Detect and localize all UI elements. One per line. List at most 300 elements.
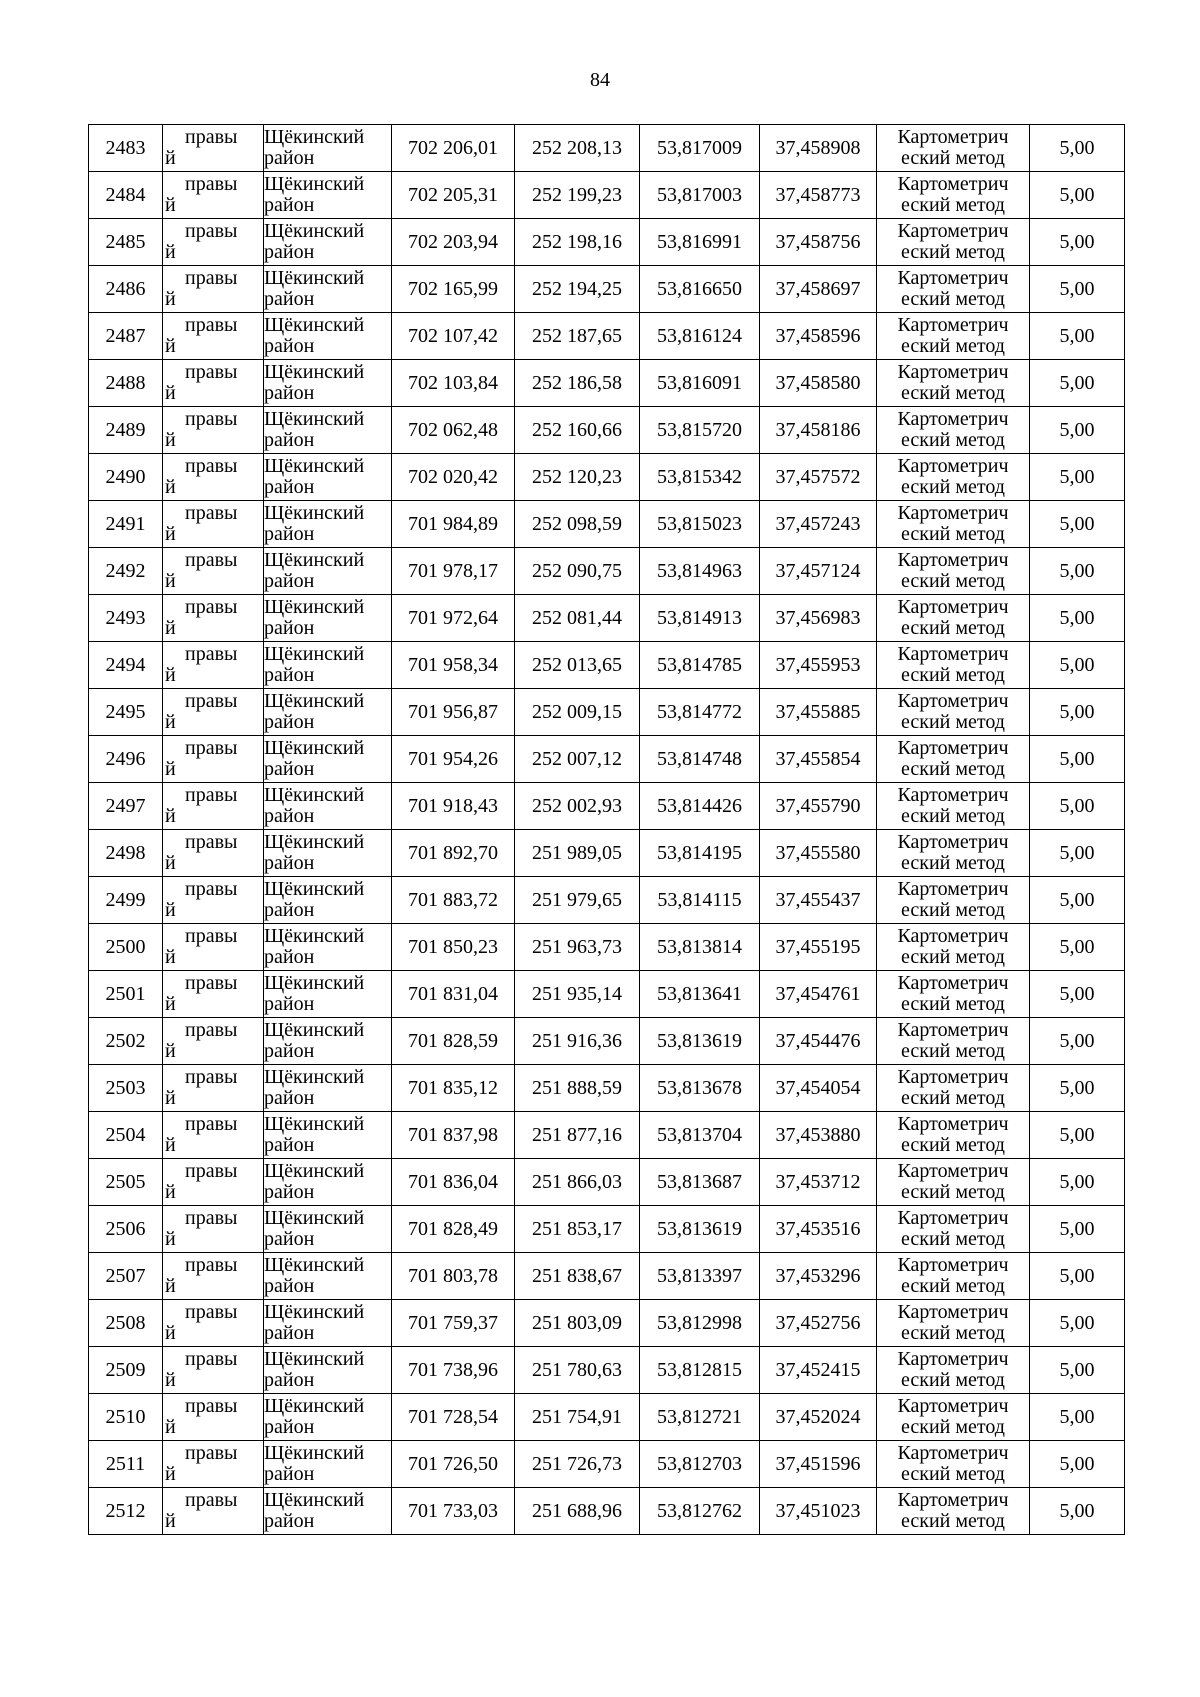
method bbox=[877, 924, 1030, 971]
table-body bbox=[89, 125, 1125, 1535]
table-row bbox=[89, 971, 1125, 1018]
method-part: Картометрич bbox=[897, 596, 1009, 618]
table-row bbox=[89, 219, 1125, 266]
bank-side bbox=[163, 971, 264, 1018]
latitude: 53,813678 bbox=[640, 1065, 760, 1112]
accuracy-value: 5,00 bbox=[1030, 783, 1125, 830]
accuracy-value: 5,00 bbox=[1030, 830, 1125, 877]
table-row bbox=[89, 1112, 1125, 1159]
bank-side bbox=[163, 1441, 264, 1488]
coordinate-y: 251 838,67 bbox=[515, 1253, 640, 1300]
bank-side-part: правы bbox=[185, 643, 238, 665]
district-part: Щёкинский bbox=[264, 1301, 365, 1323]
bank-side-part: й bbox=[165, 1087, 176, 1109]
district-part: район bbox=[264, 382, 315, 404]
coordinate-x: 702 203,94 bbox=[392, 219, 515, 266]
table-row bbox=[89, 1206, 1125, 1253]
accuracy-value: 5,00 bbox=[1030, 1065, 1125, 1112]
coordinate-y: 252 208,13 bbox=[515, 125, 640, 172]
method-part: еский метод bbox=[901, 241, 1005, 263]
coordinate-y: 252 007,12 bbox=[515, 736, 640, 783]
method bbox=[877, 1018, 1030, 1065]
method-part: Картометрич bbox=[897, 878, 1009, 900]
latitude: 53,813619 bbox=[640, 1206, 760, 1253]
method-part: Картометрич bbox=[897, 408, 1009, 430]
latitude: 53,813687 bbox=[640, 1159, 760, 1206]
coordinate-y: 252 090,75 bbox=[515, 548, 640, 595]
table-row bbox=[89, 783, 1125, 830]
table-row bbox=[89, 1065, 1125, 1112]
coordinate-y: 251 866,03 bbox=[515, 1159, 640, 1206]
bank-side-part: й bbox=[165, 1275, 176, 1297]
district bbox=[264, 689, 392, 736]
bank-side-part: й bbox=[165, 288, 176, 310]
district-part: Щёкинский bbox=[264, 549, 365, 571]
table-row bbox=[89, 1347, 1125, 1394]
latitude: 53,812815 bbox=[640, 1347, 760, 1394]
bank-side bbox=[163, 266, 264, 313]
district-part: район bbox=[264, 617, 315, 639]
point-number: 2497 bbox=[89, 783, 163, 830]
method-part: еский метод bbox=[901, 1275, 1005, 1297]
latitude: 53,814426 bbox=[640, 783, 760, 830]
district bbox=[264, 219, 392, 266]
latitude: 53,813397 bbox=[640, 1253, 760, 1300]
method bbox=[877, 313, 1030, 360]
accuracy-value: 5,00 bbox=[1030, 501, 1125, 548]
coordinate-x: 701 835,12 bbox=[392, 1065, 515, 1112]
coordinate-y: 252 002,93 bbox=[515, 783, 640, 830]
district bbox=[264, 1065, 392, 1112]
table-row bbox=[89, 172, 1125, 219]
bank-side-part: правы bbox=[185, 549, 238, 571]
district-part: Щёкинский bbox=[264, 1113, 365, 1135]
method-part: еский метод bbox=[901, 1510, 1005, 1532]
bank-side-part: й bbox=[165, 993, 176, 1015]
point-number: 2494 bbox=[89, 642, 163, 689]
longitude: 37,455195 bbox=[760, 924, 877, 971]
method bbox=[877, 125, 1030, 172]
bank-side-part: й bbox=[165, 1322, 176, 1344]
coordinate-y: 251 979,65 bbox=[515, 877, 640, 924]
district bbox=[264, 1394, 392, 1441]
district-part: Щёкинский bbox=[264, 1395, 365, 1417]
point-number: 2509 bbox=[89, 1347, 163, 1394]
method bbox=[877, 1112, 1030, 1159]
point-number: 2488 bbox=[89, 360, 163, 407]
district-part: Щёкинский bbox=[264, 314, 365, 336]
bank-side-part: правы bbox=[185, 1066, 238, 1088]
method-part: Картометрич bbox=[897, 1160, 1009, 1182]
table-row bbox=[89, 360, 1125, 407]
longitude: 37,451596 bbox=[760, 1441, 877, 1488]
bank-side bbox=[163, 642, 264, 689]
point-number: 2503 bbox=[89, 1065, 163, 1112]
longitude: 37,457572 bbox=[760, 454, 877, 501]
longitude: 37,458773 bbox=[760, 172, 877, 219]
coordinate-x: 701 803,78 bbox=[392, 1253, 515, 1300]
latitude: 53,814748 bbox=[640, 736, 760, 783]
method-part: Картометрич bbox=[897, 455, 1009, 477]
longitude: 37,455437 bbox=[760, 877, 877, 924]
coordinate-x: 702 206,01 bbox=[392, 125, 515, 172]
method bbox=[877, 548, 1030, 595]
latitude: 53,813814 bbox=[640, 924, 760, 971]
longitude: 37,455790 bbox=[760, 783, 877, 830]
longitude: 37,452415 bbox=[760, 1347, 877, 1394]
table-row bbox=[89, 407, 1125, 454]
coordinate-y: 252 120,23 bbox=[515, 454, 640, 501]
district bbox=[264, 595, 392, 642]
bank-side-part: й bbox=[165, 805, 176, 827]
accuracy-value: 5,00 bbox=[1030, 548, 1125, 595]
accuracy-value: 5,00 bbox=[1030, 924, 1125, 971]
method bbox=[877, 830, 1030, 877]
bank-side bbox=[163, 1112, 264, 1159]
district bbox=[264, 1347, 392, 1394]
method-part: Картометрич bbox=[897, 314, 1009, 336]
accuracy-value: 5,00 bbox=[1030, 877, 1125, 924]
bank-side-part: правы bbox=[185, 502, 238, 524]
latitude: 53,815023 bbox=[640, 501, 760, 548]
point-number: 2495 bbox=[89, 689, 163, 736]
method-part: еский метод bbox=[901, 570, 1005, 592]
district-part: Щёкинский bbox=[264, 1442, 365, 1464]
method bbox=[877, 172, 1030, 219]
coordinate-y: 251 688,96 bbox=[515, 1488, 640, 1535]
method bbox=[877, 877, 1030, 924]
accuracy-value: 5,00 bbox=[1030, 1112, 1125, 1159]
accuracy-value: 5,00 bbox=[1030, 1394, 1125, 1441]
latitude: 53,816650 bbox=[640, 266, 760, 313]
bank-side bbox=[163, 1300, 264, 1347]
coordinate-x: 701 883,72 bbox=[392, 877, 515, 924]
bank-side-part: й bbox=[165, 1510, 176, 1532]
point-number: 2505 bbox=[89, 1159, 163, 1206]
point-number: 2500 bbox=[89, 924, 163, 971]
method-part: Картометрич bbox=[897, 737, 1009, 759]
bank-side bbox=[163, 1394, 264, 1441]
method-part: еский метод bbox=[901, 1416, 1005, 1438]
point-number: 2502 bbox=[89, 1018, 163, 1065]
point-number: 2501 bbox=[89, 971, 163, 1018]
point-number: 2487 bbox=[89, 313, 163, 360]
district-part: район bbox=[264, 476, 315, 498]
accuracy-value: 5,00 bbox=[1030, 1253, 1125, 1300]
bank-side-part: й bbox=[165, 1369, 176, 1391]
district-part: район bbox=[264, 429, 315, 451]
table-row bbox=[89, 924, 1125, 971]
point-number: 2485 bbox=[89, 219, 163, 266]
method-part: Картометрич bbox=[897, 1019, 1009, 1041]
district-part: район bbox=[264, 570, 315, 592]
accuracy-value: 5,00 bbox=[1030, 689, 1125, 736]
method-part: еский метод bbox=[901, 1228, 1005, 1250]
longitude: 37,457124 bbox=[760, 548, 877, 595]
coordinate-y: 252 160,66 bbox=[515, 407, 640, 454]
district-part: район bbox=[264, 1040, 315, 1062]
longitude: 37,453712 bbox=[760, 1159, 877, 1206]
bank-side-part: правы bbox=[185, 925, 238, 947]
district-part: район bbox=[264, 241, 315, 263]
method bbox=[877, 1206, 1030, 1253]
bank-side-part: правы bbox=[185, 220, 238, 242]
coordinate-x: 701 958,34 bbox=[392, 642, 515, 689]
district bbox=[264, 736, 392, 783]
accuracy-value: 5,00 bbox=[1030, 642, 1125, 689]
accuracy-value: 5,00 bbox=[1030, 125, 1125, 172]
district-part: Щёкинский bbox=[264, 455, 365, 477]
bank-side-part: й bbox=[165, 1416, 176, 1438]
bank-side-part: й bbox=[165, 1134, 176, 1156]
method-part: еский метод bbox=[901, 288, 1005, 310]
district-part: район bbox=[264, 805, 315, 827]
method-part: Картометрич bbox=[897, 502, 1009, 524]
bank-side-part: правы bbox=[185, 314, 238, 336]
method-part: еский метод bbox=[901, 1040, 1005, 1062]
coordinate-y: 251 877,16 bbox=[515, 1112, 640, 1159]
coordinate-y: 251 963,73 bbox=[515, 924, 640, 971]
district bbox=[264, 1018, 392, 1065]
longitude: 37,458697 bbox=[760, 266, 877, 313]
district-part: район bbox=[264, 1322, 315, 1344]
district-part: Щёкинский bbox=[264, 267, 365, 289]
accuracy-value: 5,00 bbox=[1030, 1488, 1125, 1535]
method bbox=[877, 1300, 1030, 1347]
district-part: Щёкинский bbox=[264, 925, 365, 947]
district bbox=[264, 1253, 392, 1300]
method-part: Картометрич bbox=[897, 1066, 1009, 1088]
method bbox=[877, 1159, 1030, 1206]
bank-side-part: правы bbox=[185, 1395, 238, 1417]
method-part: Картометрич bbox=[897, 1254, 1009, 1276]
latitude: 53,814195 bbox=[640, 830, 760, 877]
page-number: 84 bbox=[590, 69, 610, 91]
district-part: Щёкинский bbox=[264, 502, 365, 524]
accuracy-value: 5,00 bbox=[1030, 360, 1125, 407]
bank-side bbox=[163, 1159, 264, 1206]
accuracy-value: 5,00 bbox=[1030, 172, 1125, 219]
district bbox=[264, 1206, 392, 1253]
district-part: район bbox=[264, 946, 315, 968]
bank-side bbox=[163, 1065, 264, 1112]
accuracy-value: 5,00 bbox=[1030, 595, 1125, 642]
district-part: Щёкинский bbox=[264, 643, 365, 665]
method-part: еский метод bbox=[901, 664, 1005, 686]
table-row bbox=[89, 1159, 1125, 1206]
coordinate-x: 701 759,37 bbox=[392, 1300, 515, 1347]
accuracy-value: 5,00 bbox=[1030, 1300, 1125, 1347]
point-number: 2496 bbox=[89, 736, 163, 783]
latitude: 53,813704 bbox=[640, 1112, 760, 1159]
point-number: 2508 bbox=[89, 1300, 163, 1347]
longitude: 37,458908 bbox=[760, 125, 877, 172]
point-number: 2507 bbox=[89, 1253, 163, 1300]
coordinate-y: 252 194,25 bbox=[515, 266, 640, 313]
longitude: 37,452756 bbox=[760, 1300, 877, 1347]
coordinate-x: 701 972,64 bbox=[392, 595, 515, 642]
method-part: Картометрич bbox=[897, 549, 1009, 571]
coordinate-x: 701 984,89 bbox=[392, 501, 515, 548]
latitude: 53,814963 bbox=[640, 548, 760, 595]
method-part: еский метод bbox=[901, 1181, 1005, 1203]
district bbox=[264, 1300, 392, 1347]
bank-side bbox=[163, 548, 264, 595]
bank-side-part: й bbox=[165, 1463, 176, 1485]
coordinates-table bbox=[88, 124, 1125, 1535]
method-part: еский метод bbox=[901, 1322, 1005, 1344]
bank-side bbox=[163, 1206, 264, 1253]
bank-side-part: й bbox=[165, 852, 176, 874]
point-number: 2499 bbox=[89, 877, 163, 924]
coordinate-x: 702 020,42 bbox=[392, 454, 515, 501]
accuracy-value: 5,00 bbox=[1030, 1347, 1125, 1394]
longitude: 37,455580 bbox=[760, 830, 877, 877]
method-part: Картометрич bbox=[897, 1113, 1009, 1135]
method-part: Картометрич bbox=[897, 361, 1009, 383]
district-part: район bbox=[264, 1416, 315, 1438]
accuracy-value: 5,00 bbox=[1030, 736, 1125, 783]
district bbox=[264, 125, 392, 172]
district bbox=[264, 924, 392, 971]
latitude: 53,813619 bbox=[640, 1018, 760, 1065]
method-part: еский метод bbox=[901, 993, 1005, 1015]
accuracy-value: 5,00 bbox=[1030, 1206, 1125, 1253]
method-part: Картометрич bbox=[897, 925, 1009, 947]
district-part: район bbox=[264, 711, 315, 733]
longitude: 37,452024 bbox=[760, 1394, 877, 1441]
method-part: Картометрич bbox=[897, 643, 1009, 665]
latitude: 53,814115 bbox=[640, 877, 760, 924]
district-part: район bbox=[264, 1463, 315, 1485]
method bbox=[877, 1394, 1030, 1441]
district bbox=[264, 360, 392, 407]
bank-side-part: й bbox=[165, 194, 176, 216]
bank-side bbox=[163, 830, 264, 877]
table-row bbox=[89, 1488, 1125, 1535]
district-part: Щёкинский bbox=[264, 690, 365, 712]
method bbox=[877, 219, 1030, 266]
coordinate-x: 701 836,04 bbox=[392, 1159, 515, 1206]
coordinate-x: 701 831,04 bbox=[392, 971, 515, 1018]
accuracy-value: 5,00 bbox=[1030, 407, 1125, 454]
method bbox=[877, 360, 1030, 407]
method bbox=[877, 642, 1030, 689]
bank-side bbox=[163, 736, 264, 783]
bank-side bbox=[163, 219, 264, 266]
latitude: 53,817009 bbox=[640, 125, 760, 172]
method bbox=[877, 595, 1030, 642]
method-part: еский метод bbox=[901, 1463, 1005, 1485]
coordinate-x: 701 892,70 bbox=[392, 830, 515, 877]
district bbox=[264, 1441, 392, 1488]
district-part: район bbox=[264, 852, 315, 874]
district bbox=[264, 266, 392, 313]
latitude: 53,813641 bbox=[640, 971, 760, 1018]
longitude: 37,454054 bbox=[760, 1065, 877, 1112]
coordinate-y: 252 199,23 bbox=[515, 172, 640, 219]
table-row bbox=[89, 830, 1125, 877]
table-row bbox=[89, 125, 1125, 172]
bank-side-part: правы bbox=[185, 455, 238, 477]
district-part: Щёкинский bbox=[264, 972, 365, 994]
method bbox=[877, 971, 1030, 1018]
longitude: 37,451023 bbox=[760, 1488, 877, 1535]
bank-side bbox=[163, 595, 264, 642]
district-part: Щёкинский bbox=[264, 1207, 365, 1229]
coordinate-x: 701 733,03 bbox=[392, 1488, 515, 1535]
method bbox=[877, 266, 1030, 313]
method-part: еский метод bbox=[901, 523, 1005, 545]
method-part: еский метод bbox=[901, 852, 1005, 874]
coordinate-y: 251 989,05 bbox=[515, 830, 640, 877]
method-part: еский метод bbox=[901, 382, 1005, 404]
table-row bbox=[89, 642, 1125, 689]
bank-side-part: правы bbox=[185, 878, 238, 900]
bank-side-part: правы bbox=[185, 1348, 238, 1370]
point-number: 2510 bbox=[89, 1394, 163, 1441]
bank-side-part: правы bbox=[185, 267, 238, 289]
method-part: Картометрич bbox=[897, 690, 1009, 712]
longitude: 37,455854 bbox=[760, 736, 877, 783]
longitude: 37,453296 bbox=[760, 1253, 877, 1300]
method-part: Картометрич bbox=[897, 972, 1009, 994]
district-part: Щёкинский bbox=[264, 220, 365, 242]
method bbox=[877, 1065, 1030, 1112]
method-part: еский метод bbox=[901, 1134, 1005, 1156]
longitude: 37,455953 bbox=[760, 642, 877, 689]
method-part: Картометрич bbox=[897, 220, 1009, 242]
bank-side bbox=[163, 689, 264, 736]
table-row bbox=[89, 548, 1125, 595]
coordinate-y: 251 803,09 bbox=[515, 1300, 640, 1347]
table-row bbox=[89, 736, 1125, 783]
point-number: 2484 bbox=[89, 172, 163, 219]
coordinate-x: 701 726,50 bbox=[392, 1441, 515, 1488]
latitude: 53,815720 bbox=[640, 407, 760, 454]
district-part: район bbox=[264, 758, 315, 780]
bank-side-part: правы bbox=[185, 972, 238, 994]
district bbox=[264, 1159, 392, 1206]
method-part: еский метод bbox=[901, 476, 1005, 498]
bank-side-part: правы bbox=[185, 784, 238, 806]
district-part: Щёкинский bbox=[264, 361, 365, 383]
bank-side bbox=[163, 172, 264, 219]
longitude: 37,458756 bbox=[760, 219, 877, 266]
coordinate-y: 251 754,91 bbox=[515, 1394, 640, 1441]
district bbox=[264, 642, 392, 689]
table-row bbox=[89, 266, 1125, 313]
coordinate-x: 702 103,84 bbox=[392, 360, 515, 407]
district-part: район bbox=[264, 1275, 315, 1297]
accuracy-value: 5,00 bbox=[1030, 1018, 1125, 1065]
bank-side-part: правы bbox=[185, 1160, 238, 1182]
coordinate-x: 701 956,87 bbox=[392, 689, 515, 736]
method bbox=[877, 501, 1030, 548]
latitude: 53,816991 bbox=[640, 219, 760, 266]
district-part: район bbox=[264, 1134, 315, 1156]
method-part: Картометрич bbox=[897, 784, 1009, 806]
district-part: район bbox=[264, 1181, 315, 1203]
coordinate-y: 252 098,59 bbox=[515, 501, 640, 548]
longitude: 37,454476 bbox=[760, 1018, 877, 1065]
point-number: 2511 bbox=[89, 1441, 163, 1488]
coordinate-x: 702 107,42 bbox=[392, 313, 515, 360]
coordinate-y: 251 853,17 bbox=[515, 1206, 640, 1253]
method-part: еский метод bbox=[901, 758, 1005, 780]
longitude: 37,458596 bbox=[760, 313, 877, 360]
bank-side-part: правы bbox=[185, 1113, 238, 1135]
